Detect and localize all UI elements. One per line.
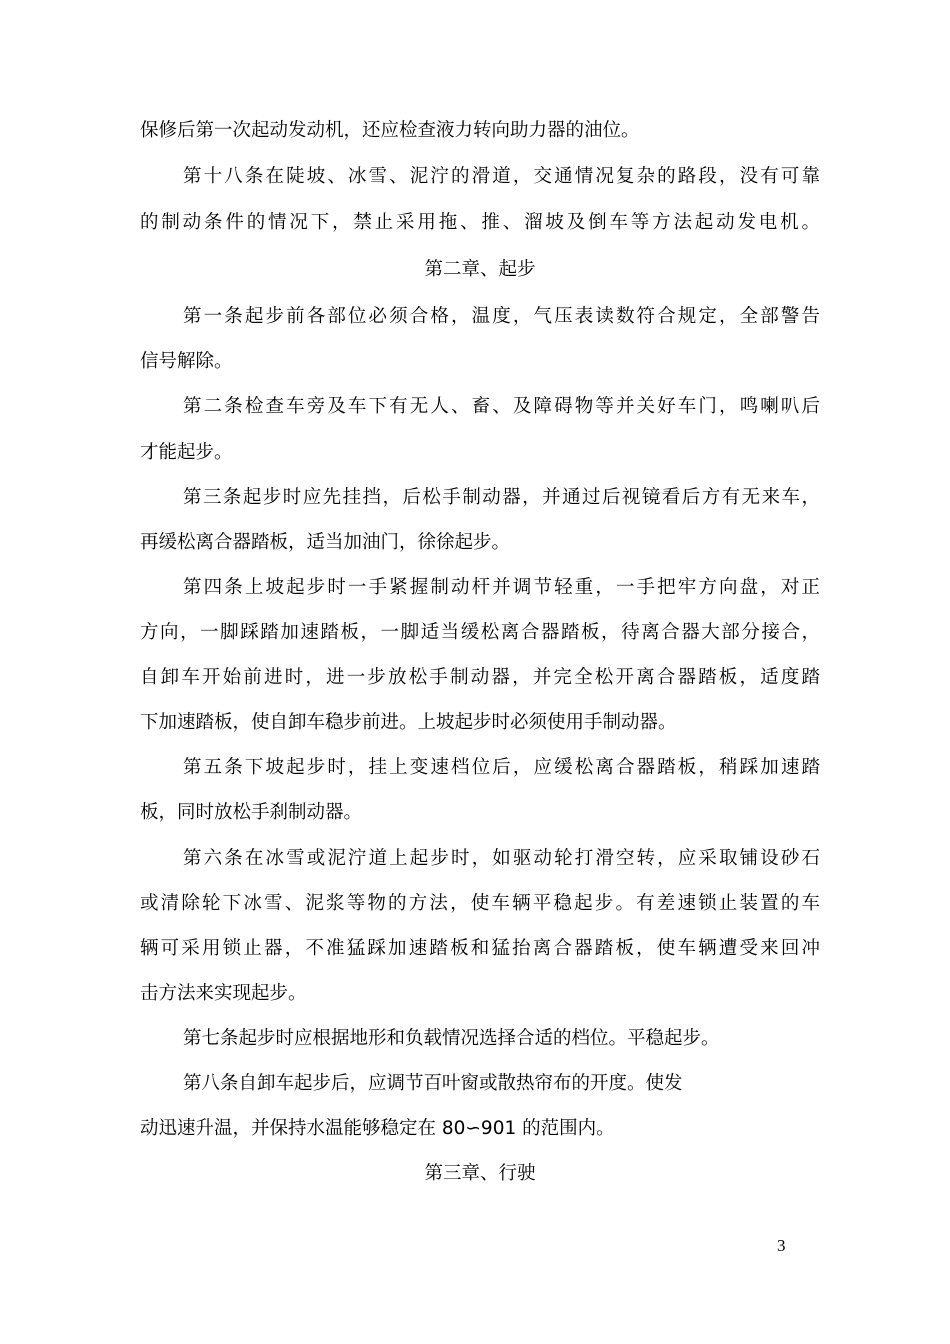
article-6-line-3: 辆可采用锁止器，不准猛踩加速踏板和猛抬离合器踏板，使车辆遭受来回冲 xyxy=(140,938,820,959)
article-3-line-1: 第三条起步时应先挂挡，后松手制动器，并通过后视镜看后方有无来车， xyxy=(183,487,820,508)
article-6-line-1: 第六条在冰雪或泥泞道上起步时，如驱动轮打滑空转，应采取铺设砂石 xyxy=(183,848,820,869)
article-6-line-2: 或清除轮下冰雪、泥浆等物的方法，使车辆平稳起步。有差速锁止装置的车 xyxy=(140,893,820,914)
article-5-line-1: 第五条下坡起步时，挂上变速档位后，应缓松离合器踏板，稍踩加速踏 xyxy=(183,757,820,778)
article-3-line-2: 再缓松离合器踏板，适当加油门，徐徐起步。 xyxy=(140,532,511,553)
text-line: 保修后第一次起动发动机，还应检查液力转向助力器的油位。 xyxy=(140,120,640,141)
article-2-line-2: 才能起步。 xyxy=(140,442,233,463)
article-18-line-2: 的制动条件的情况下，禁止采用拖、推、溜坡及倒车等方法起动发电机。 xyxy=(140,212,820,233)
article-1-line-2: 信号解除。 xyxy=(140,351,233,372)
article-18-line-1: 第十八条在陡坡、冰雪、泥泞的滑道，交通情况复杂的路段，没有可靠 xyxy=(183,166,820,187)
chapter-3-heading: 第三章、行驶 xyxy=(424,1163,536,1184)
chapter-2-heading: 第二章、起步 xyxy=(424,259,536,280)
page-number: 3 xyxy=(777,1236,786,1255)
article-8-line-1: 第八条自卸车起步后，应调节百叶窗或散热帘布的开度。使发 xyxy=(183,1073,683,1094)
article-4-line-4: 下加速踏板，使自卸车稳步前进。上坡起步时必须使用手制动器。 xyxy=(140,712,677,733)
article-4-line-2: 方向，一脚踩踏加速踏板，一脚适当缓松离合器踏板，待离合器大部分接合， xyxy=(140,622,820,643)
article-6-line-4: 击方法来实现起步。 xyxy=(140,983,307,1004)
article-5-line-2: 板，同时放松手刹制动器。 xyxy=(140,802,363,823)
article-2-line-1: 第二条检查车旁及车下有无人、畜、及障碍物等并关好车门，鸣喇叭后 xyxy=(183,396,820,417)
article-8-line-2: 动迅速升温，并保持水温能够稳定在 80∽901 的范围内。 xyxy=(140,1118,615,1139)
article-4-line-3: 自卸车开始前进时，进一步放松手制动器，并完全松开离合器踏板，适度踏 xyxy=(140,667,820,688)
article-1-line-1: 第一条起步前各部位必须合格，温度，气压表读数符合规定，全部警告 xyxy=(183,306,820,327)
article-4-line-1: 第四条上坡起步时一手紧握制动杆并调节轻重，一手把牢方向盘，对正 xyxy=(183,577,820,598)
article-7-line-1: 第七条起步时应根据地形和负载情况选择合适的档位。平稳起步。 xyxy=(183,1028,720,1049)
